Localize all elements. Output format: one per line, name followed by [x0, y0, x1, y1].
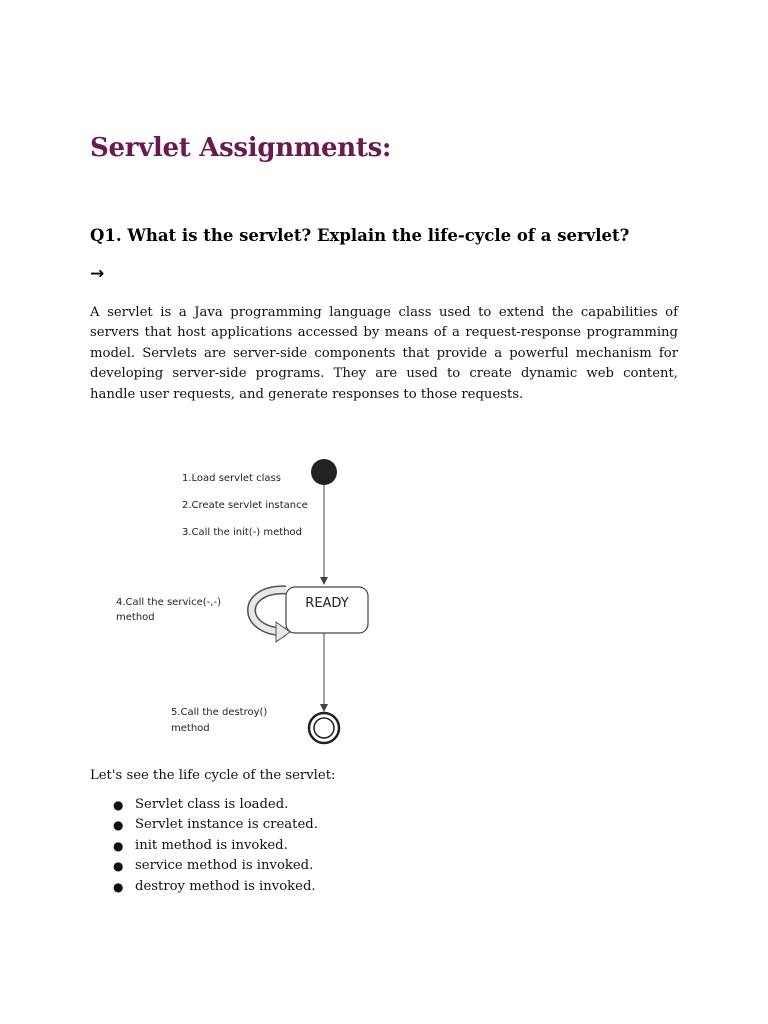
step-destroy-label-1: 5.Call the destroy()	[171, 707, 268, 718]
ready-label: READY	[305, 596, 349, 611]
list-item: ● Servlet class is loaded.	[106, 795, 318, 815]
step-destroy-label-2: method	[171, 723, 210, 734]
lifecycle-lead: Let's see the life cycle of the servlet:	[90, 768, 336, 783]
lifecycle-list	[106, 795, 318, 897]
step-create-label: 2.Create servlet instance	[182, 500, 308, 511]
page-title: Servlet Assignments:	[90, 133, 392, 163]
step-service-label-1: 4.Call the service(-,-)	[116, 597, 221, 608]
start-node	[311, 459, 337, 485]
step-load-label: 1.Load servlet class	[182, 473, 281, 484]
bullet-icon: ●	[113, 818, 124, 833]
question-heading: Q1. What is the servlet? Explain the life-cycle of a servlet?	[90, 226, 630, 245]
list-item: ● service method is invoked.	[106, 856, 318, 876]
bullet-icon: ●	[113, 859, 124, 874]
right-arrow-icon: →	[90, 264, 105, 284]
bullet-icon: ●	[113, 798, 124, 812]
bullet-icon: ●	[113, 879, 124, 894]
step-service-label-2: method	[116, 612, 155, 623]
list-item: ● Servlet instance is created.	[106, 815, 318, 835]
list-item: ● init method is invoked.	[106, 836, 318, 856]
step-init-label: 3.Call the init(-) method	[182, 527, 302, 538]
list-item: ● destroy method is invoked.	[106, 877, 318, 897]
servlet-lifecycle-diagram	[100, 450, 400, 750]
bullet-icon: ●	[113, 838, 124, 853]
end-node-inner	[314, 718, 334, 738]
intro-paragraph: A servlet is a Java programming language class used to extend the capabilities of servers that host applications accessed by means of a request-response programming model. Servlets are server-side components that provide a powerful mechanism for developing server-side programs. They are used to create dynamic web content, handle user requests, and generate responses to those requests.	[90, 305, 678, 402]
